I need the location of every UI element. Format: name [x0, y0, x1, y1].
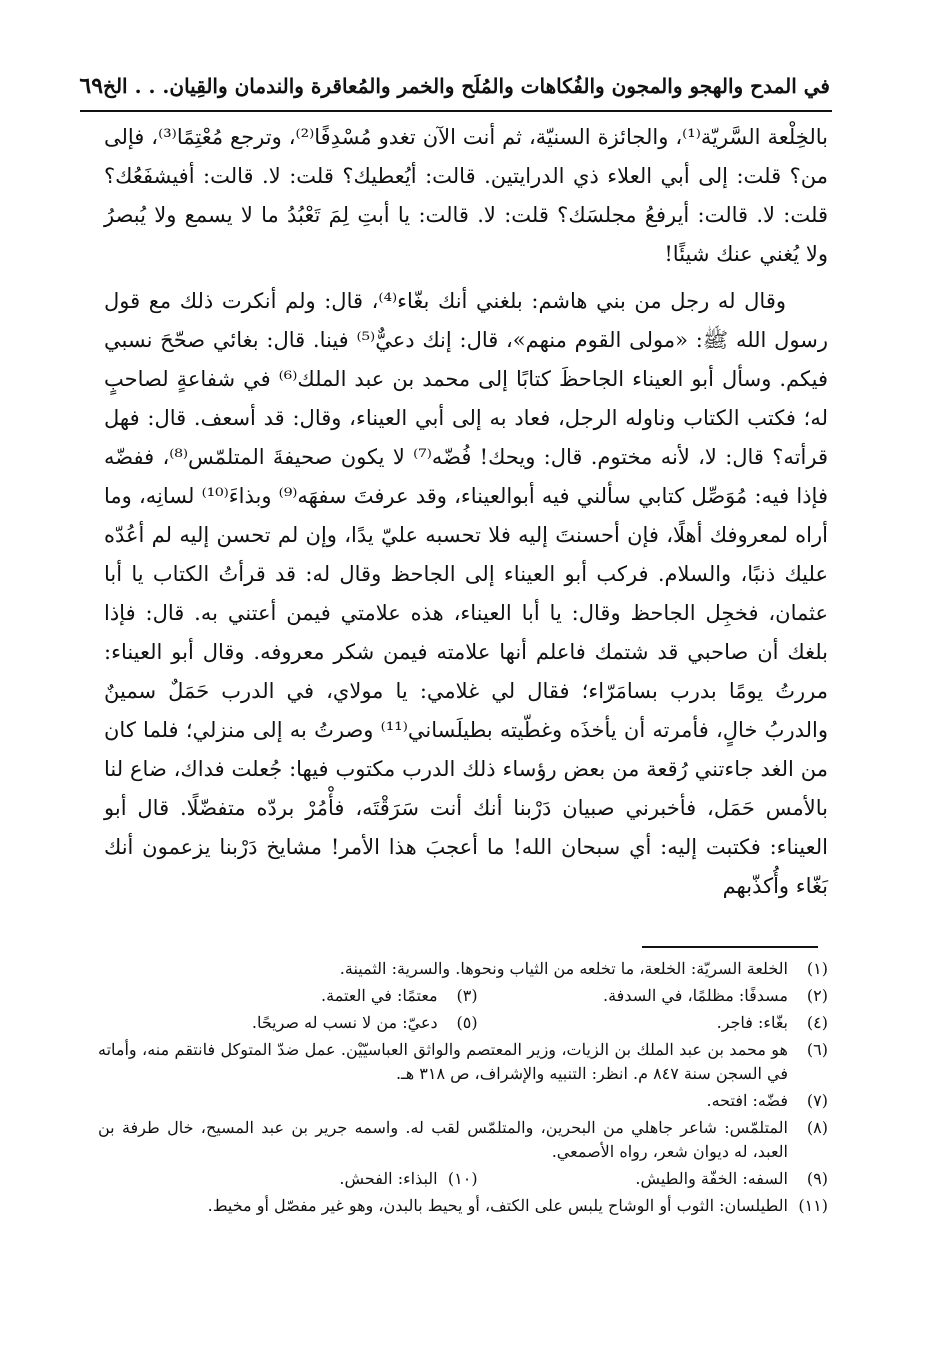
- footnote-number: (١): [806, 959, 828, 978]
- footnote-text: هو محمد بن عبد الملك بن الزيات، وزير المعتصم والواثق العباسيّيْن. عمل ضدّ المتوكل فانتقم منه، وأماته في السجن سنة ٨٤٧ م. انظر: التنبيه والإشراف، ص ٣١٨ هـ.: [98, 1040, 788, 1083]
- header-rule: [80, 110, 832, 112]
- footnote-number: (٦): [806, 1040, 828, 1059]
- footnote-row: [98, 1167, 828, 1191]
- footnote-number: (١١): [798, 1196, 828, 1215]
- main-text: [104, 118, 828, 906]
- footnote-number: (٧): [806, 1091, 828, 1110]
- footnote-text: المتلمّس: شاعر جاهلي من البحرين، والمتلمّس لقب له. واسمه جرير بن عبد المسيح، خال طرفة بن العبد، له ديوان شعر، رواه الأصمعي.: [98, 1118, 788, 1161]
- paragraph: وقال له رجل من بني هاشم: بلغني أنك بغّاء⁽⁴⁾، قال: ولم أنكرت ذلك مع قول رسول الله ﷺ: «مولى القوم منهم»، قال: إنك دعيٌّ⁽⁵⁾ فينا. قال: بغائي صحّحَ نسبي فيكم. وسأل أبو العيناء الجاحظَ كتابًا إلى محمد بن عبد الملك⁽⁶⁾ في شفاعةٍ لصاحبٍ له؛ فكتب الكتاب وناوله الرجل، فعاد به إلى أبي العيناء، وقال: قد أسعف. قال: فهل قرأته؟ قال: لا، لأنه مختوم. قال: ويحك! فُضّه⁽⁷⁾ لا يكون صحيفةَ المتلمّس⁽⁸⁾، ففضّه فإذا فيه: مُوَصِّل كتابي سألني فيه أبوالعيناء، وقد عرفتَ سفهَه⁽⁹⁾ وبذاءَ⁽¹⁰⁾ لسانِه، وما أراه لمعروفك أهلًا، فإن أحسنتَ إليه فلا تحسبه عليّ يدًا، وإن لم تحسن إليه لم أعُدّه عليك ذنبًا، والسلام. فركب أبو العيناء إلى الجاحظ وقال له: قد قرأتُ الكتاب يا أبا عثمان، فخجِل الجاحظ وقال: يا أبا العيناء، هذه علامتي فيمن أعتني به. قال: فإذا بلغك أن صاحبي قد شتمك فاعلم أنها علامته فيمن شكر معروفه. وقال أبو العيناء: مررتُ يومًا بدرب بسامَرّاء؛ فقال لي غلامي: يا مولاي، في الدرب حَمَلٌ سمينٌ والدربُ خالٍ، فأمرته أن يأخذَه وغطّيته بطيلَساني⁽¹¹⁾ وصرتُ به إلى منزلي؛ فلما كان من الغد جاءتني رُقعة من بعض رؤساء ذلك الدرب مكتوب فيها: جُعلت فداك، ضاع لنا بالأمس حَمَل، فأخبرني صبيان دَرْبنا أنك أنت سَرَقْتَه، فأْمُرْ بردّه متفضّلًا. قال أبو العيناء: فكتبت إليه: أي سبحان الله! ما أعجبَ هذا الأمر! مشايخ دَرْبنا يزعمون أنك بَغّاء وأُكذّبهم: [104, 289, 829, 898]
- footnote-number: (٥): [456, 1013, 478, 1032]
- footnote: [98, 1116, 828, 1164]
- footnote: [98, 1194, 828, 1218]
- footnote: [98, 1089, 828, 1113]
- footnotes: [98, 957, 828, 1221]
- page-number: ٦٩: [79, 73, 104, 99]
- footnote-text: البذاء: الفحش.: [339, 1169, 438, 1188]
- footnote: [478, 984, 828, 1008]
- footnote-text: الطيلسان: الثوب أو الوشاح يلبس على الكتف، أو يحيط بالبدن، وهو غير مفصّل أو مخيط.: [207, 1196, 788, 1215]
- footnote-row: [98, 984, 828, 1008]
- footnote: [127, 1011, 477, 1035]
- footnote: [478, 1167, 828, 1191]
- running-header: [79, 66, 830, 106]
- footnote-number: (٤): [806, 1013, 828, 1032]
- footnote-text: دعيّ: من لا نسب له صريحًا.: [251, 1013, 438, 1032]
- footnote-text: معتمًا: في العتمة.: [321, 986, 438, 1005]
- footnote-row: [98, 1011, 828, 1035]
- footnote-text: فضّه: افتحه.: [706, 1091, 788, 1110]
- footnote-separator: [642, 946, 818, 948]
- footnote-text: مسدفًا: مظلمًا، في السدفة.: [603, 986, 788, 1005]
- footnote: [127, 984, 477, 1008]
- footnote: [127, 1167, 477, 1191]
- footnote-number: (١٠): [447, 1169, 478, 1188]
- chapter-title: في المدح والهجو والمجون والفُكاهات والمُلَح والخمر والمُعاقرة والندمان والقِيان. . . الخ: [103, 74, 830, 98]
- footnote: [98, 957, 828, 981]
- footnote-text: بغّاء: فاجر.: [716, 1013, 788, 1032]
- footnote: [98, 1038, 828, 1086]
- footnote: [478, 1011, 828, 1035]
- footnote-number: (٩): [806, 1169, 828, 1188]
- footnote-number: (٢): [806, 986, 828, 1005]
- footnote-text: الخلعة السريّة: الخلعة، ما تخلعه من الثياب ونحوها. والسرية: الثمينة.: [339, 959, 788, 978]
- footnote-number: (٨): [806, 1118, 828, 1137]
- footnote-text: السفه: الخفّة والطيش.: [635, 1169, 788, 1188]
- paragraph: بالخِلْعة السَّريّة⁽¹⁾، والجائزة السنيّة، ثم أنت الآن تغدو مُسْدِفًا⁽²⁾، وترجع مُعْتِمًا⁽³⁾، فإلى من؟ قلت: إلى أبي العلاء ذي الدرايتين. قالت: أيُعطيك؟ قلت: لا. قالت: أفيشفَعُك؟ قلت: لا. قالت: أيرفعُ مجلسَك؟ قلت: لا. قالت: يا أبتِ لِمَ تَعْبُدُ ما لا يسمع ولا يُبصرُ ولا يُغني عنك شيئًا!: [104, 125, 828, 266]
- footnote-number: (٣): [456, 986, 478, 1005]
